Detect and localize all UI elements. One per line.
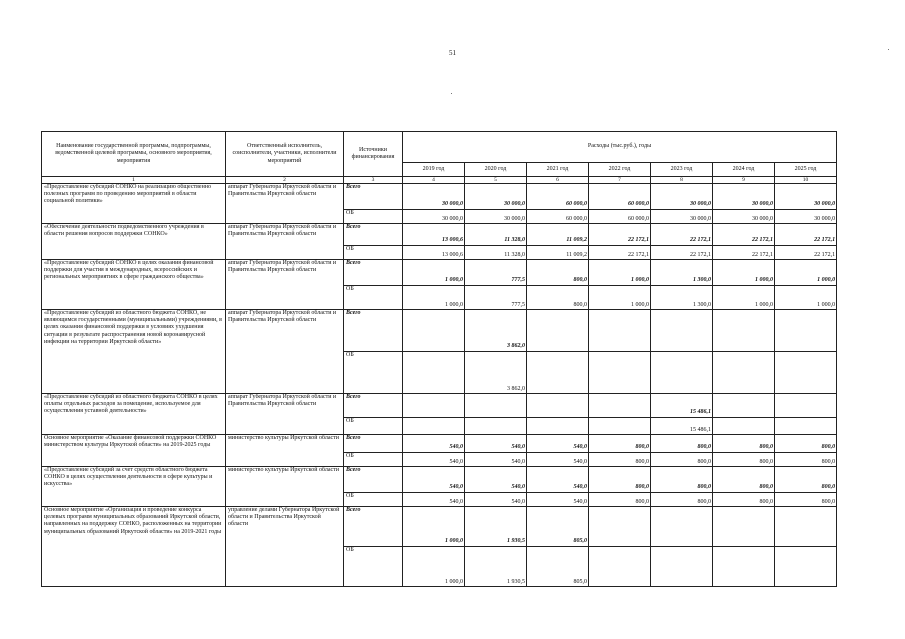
row-responsible: аппарат Губернатора Иркутской области и Правительства Иркутской области: [226, 224, 344, 260]
header-year: 2020 год: [465, 163, 527, 177]
ob-value: 22 172,1: [589, 246, 651, 260]
total-value: [651, 507, 713, 547]
row-responsible: министерство культуры Иркутской области: [226, 435, 344, 467]
total-value: 1 000,0: [713, 260, 775, 286]
source-total-label: Всего: [344, 394, 403, 418]
ob-value: 800,0: [651, 493, 713, 507]
table-row: [42, 435, 837, 453]
column-number: 7: [589, 177, 651, 184]
total-value: [775, 394, 837, 418]
total-value: 22 172,1: [713, 224, 775, 246]
header-sources: Источники финансирования: [344, 132, 403, 177]
total-value: 540,0: [465, 467, 527, 493]
header-responsible: Ответственный исполнитель, соисполнители, участники, исполнители мероприятий: [226, 132, 344, 177]
source-ob-label: ОБ: [344, 286, 403, 310]
ob-value: 30 000,0: [403, 210, 465, 224]
total-value: 11 009,2: [527, 224, 589, 246]
table-row: [42, 467, 837, 493]
ob-value: 1 000,0: [775, 286, 837, 310]
total-value: 540,0: [465, 435, 527, 453]
ob-value: [527, 352, 589, 394]
ob-value: 30 000,0: [651, 210, 713, 224]
total-value: [713, 507, 775, 547]
total-value: 800,0: [651, 435, 713, 453]
total-value: 15 486,1: [651, 394, 713, 418]
source-total-label: Всего: [344, 260, 403, 286]
total-value: [713, 310, 775, 352]
header-year: 2023 год: [651, 163, 713, 177]
total-value: [775, 507, 837, 547]
total-value: [775, 310, 837, 352]
header-year: 2024 год: [713, 163, 775, 177]
total-value: 805,0: [527, 507, 589, 547]
source-total-label: Всего: [344, 310, 403, 352]
table-row: [42, 260, 837, 286]
row-name: «Обеспечение деятельности подведомственного учреждения в области решения вопросов поддержки СОНКО»: [42, 224, 226, 260]
source-ob-label: ОБ: [344, 352, 403, 394]
ob-value: [527, 418, 589, 435]
header-year: 2019 год: [403, 163, 465, 177]
column-number: 2: [226, 177, 344, 184]
total-value: 30 000,0: [465, 184, 527, 210]
ob-value: 22 172,1: [651, 246, 713, 260]
row-name: Основное мероприятие «Организация и проведение конкурса целевых программ муниципальных образований Иркутской области, направленных на поддержку СОНКО, расположенных на территории муниципальных образований Иркутской области» на 2019-2021 годы: [42, 507, 226, 587]
table-row: [42, 507, 837, 547]
ob-value: 13 000,6: [403, 246, 465, 260]
ob-value: 800,0: [527, 286, 589, 310]
ob-value: 805,0: [527, 547, 589, 587]
total-value: 30 000,0: [651, 184, 713, 210]
ob-value: 22 172,1: [713, 246, 775, 260]
ob-value: 800,0: [713, 493, 775, 507]
ob-value: 11 328,0: [465, 246, 527, 260]
ob-value: [713, 547, 775, 587]
table-row: [42, 394, 837, 418]
ob-value: 800,0: [775, 453, 837, 467]
ob-value: 540,0: [465, 493, 527, 507]
ob-value: [465, 418, 527, 435]
total-value: [527, 394, 589, 418]
total-value: 3 862,0: [465, 310, 527, 352]
table-row: [42, 184, 837, 210]
ob-value: [589, 418, 651, 435]
total-value: 22 172,1: [589, 224, 651, 246]
total-value: 60 000,0: [589, 184, 651, 210]
header-year: 2025 год: [775, 163, 837, 177]
source-ob-label: ОБ: [344, 246, 403, 260]
header-expenses: Расходы (тыс.руб.), годы: [403, 132, 837, 163]
total-value: 60 000,0: [527, 184, 589, 210]
header-year: 2022 год: [589, 163, 651, 177]
scan-speck: [451, 93, 452, 94]
total-value: 800,0: [651, 467, 713, 493]
row-name: «Предоставление субсидий СОНКО в целях оказания финансовой поддержки для участия в международных, всероссийских и региональных мероприятиях в сфере гражданского общества»: [42, 260, 226, 310]
total-value: 1 930,5: [465, 507, 527, 547]
row-name: «Предоставление субсидий из областного бюджета СОНКО в целях оплаты отдельных расходов за помещение, используемое для осуществления уставной деятельности»: [42, 394, 226, 435]
total-value: [651, 310, 713, 352]
source-total-label: Всего: [344, 184, 403, 210]
row-responsible: аппарат Губернатора Иркутской области и Правительства Иркутской области: [226, 260, 344, 310]
row-responsible: аппарат Губернатора Иркутской области и Правительства Иркутской области: [226, 310, 344, 394]
column-number: 8: [651, 177, 713, 184]
ob-value: 1 000,0: [589, 286, 651, 310]
source-ob-label: ОБ: [344, 547, 403, 587]
ob-value: 60 000,0: [527, 210, 589, 224]
ob-value: 1 000,0: [403, 286, 465, 310]
total-value: [527, 310, 589, 352]
total-value: 13 000,6: [403, 224, 465, 246]
row-responsible: аппарат Губернатора Иркутской области и Правительства Иркутской области: [226, 394, 344, 435]
total-value: 777,5: [465, 260, 527, 286]
ob-value: 1 000,0: [713, 286, 775, 310]
row-name: «Предоставление субсидий СОНКО на реализацию общественно полезных программ по проведению мероприятий в области социальной политики»: [42, 184, 226, 224]
column-number: 10: [775, 177, 837, 184]
source-total-label: Всего: [344, 435, 403, 453]
ob-value: [403, 418, 465, 435]
ob-value: 30 000,0: [775, 210, 837, 224]
ob-value: 800,0: [713, 453, 775, 467]
total-value: 800,0: [713, 467, 775, 493]
ob-value: [713, 352, 775, 394]
ob-value: 777,5: [465, 286, 527, 310]
source-ob-label: ОБ: [344, 453, 403, 467]
total-value: 800,0: [589, 435, 651, 453]
ob-value: 60 000,0: [589, 210, 651, 224]
ob-value: 800,0: [589, 453, 651, 467]
ob-value: [589, 547, 651, 587]
source-total-label: Всего: [344, 224, 403, 246]
total-value: 1 000,0: [403, 260, 465, 286]
total-value: 800,0: [775, 435, 837, 453]
ob-value: 30 000,0: [713, 210, 775, 224]
row-responsible: министерство культуры Иркутской области: [226, 467, 344, 507]
total-value: 800,0: [527, 260, 589, 286]
column-number: 6: [527, 177, 589, 184]
total-value: 800,0: [775, 467, 837, 493]
ob-value: [775, 352, 837, 394]
total-value: 1 000,0: [403, 507, 465, 547]
ob-value: [775, 418, 837, 435]
total-value: 800,0: [589, 467, 651, 493]
column-number: 9: [713, 177, 775, 184]
column-number: 4: [403, 177, 465, 184]
total-value: [589, 394, 651, 418]
total-value: [465, 394, 527, 418]
scan-speck: [888, 49, 889, 50]
ob-value: 1 300,0: [651, 286, 713, 310]
ob-value: 1 000,0: [403, 547, 465, 587]
ob-value: 3 862,0: [465, 352, 527, 394]
header-name: Наименование государственной программы, подпрограммы, ведомственной целевой программы, основного мероприятия, мероприятия: [42, 132, 226, 177]
total-value: 540,0: [403, 467, 465, 493]
ob-value: 30 000,0: [465, 210, 527, 224]
ob-value: 540,0: [527, 453, 589, 467]
total-value: 540,0: [403, 435, 465, 453]
ob-value: [713, 418, 775, 435]
total-value: [589, 507, 651, 547]
ob-value: 1 930,5: [465, 547, 527, 587]
ob-value: 540,0: [403, 453, 465, 467]
ob-value: 540,0: [465, 453, 527, 467]
total-value: 1 000,0: [775, 260, 837, 286]
total-value: 30 000,0: [713, 184, 775, 210]
column-number: 1: [42, 177, 226, 184]
table-row: [42, 310, 837, 352]
header-year: 2021 год: [527, 163, 589, 177]
row-name: «Предоставление субсидий из областного бюджета СОНКО, не являющимся государственными (муниципальными) учреждениями, в целях оказания финансовой поддержки в условиях ухудшения ситуации в результате распространения новой коронавирусной инфекции на территории Иркутской области»: [42, 310, 226, 394]
source-ob-label: ОБ: [344, 210, 403, 224]
ob-value: 800,0: [651, 453, 713, 467]
ob-value: 15 486,1: [651, 418, 713, 435]
total-value: 22 172,1: [651, 224, 713, 246]
total-value: [713, 394, 775, 418]
ob-value: [403, 352, 465, 394]
total-value: 30 000,0: [403, 184, 465, 210]
total-value: 800,0: [713, 435, 775, 453]
ob-value: 540,0: [403, 493, 465, 507]
ob-value: 800,0: [589, 493, 651, 507]
ob-value: 800,0: [775, 493, 837, 507]
row-responsible: аппарат Губернатора Иркутской области и Правительства Иркутской области: [226, 184, 344, 224]
source-ob-label: ОБ: [344, 418, 403, 435]
total-value: 1 300,0: [651, 260, 713, 286]
page-number: 51: [449, 49, 456, 57]
table-row: [42, 224, 837, 246]
ob-value: 11 009,2: [527, 246, 589, 260]
ob-value: [651, 352, 713, 394]
total-value: 540,0: [527, 435, 589, 453]
total-value: [403, 310, 465, 352]
ob-value: 22 172,1: [775, 246, 837, 260]
source-total-label: Всего: [344, 507, 403, 547]
total-value: 11 328,0: [465, 224, 527, 246]
row-name: Основное мероприятие «Оказание финансовой поддержки СОНКО министерством культуры Иркутской области» на 2019-2025 годы: [42, 435, 226, 467]
row-name: «Предоставление субсидий за счет средств областного бюджета СОНКО в целях осуществления деятельности в сфере культуры и искусства»: [42, 467, 226, 507]
source-ob-label: ОБ: [344, 493, 403, 507]
total-value: 540,0: [527, 467, 589, 493]
total-value: [403, 394, 465, 418]
column-number: 3: [344, 177, 403, 184]
expenses-table: [41, 131, 837, 587]
row-responsible: управление делами Губернатора Иркутской области и Правительства Иркутской области: [226, 507, 344, 587]
source-total-label: Всего: [344, 467, 403, 493]
total-value: 1 000,0: [589, 260, 651, 286]
ob-value: [775, 547, 837, 587]
total-value: 22 172,1: [775, 224, 837, 246]
ob-value: [651, 547, 713, 587]
total-value: [589, 310, 651, 352]
ob-value: [589, 352, 651, 394]
column-number: 5: [465, 177, 527, 184]
ob-value: 540,0: [527, 493, 589, 507]
total-value: 30 000,0: [775, 184, 837, 210]
